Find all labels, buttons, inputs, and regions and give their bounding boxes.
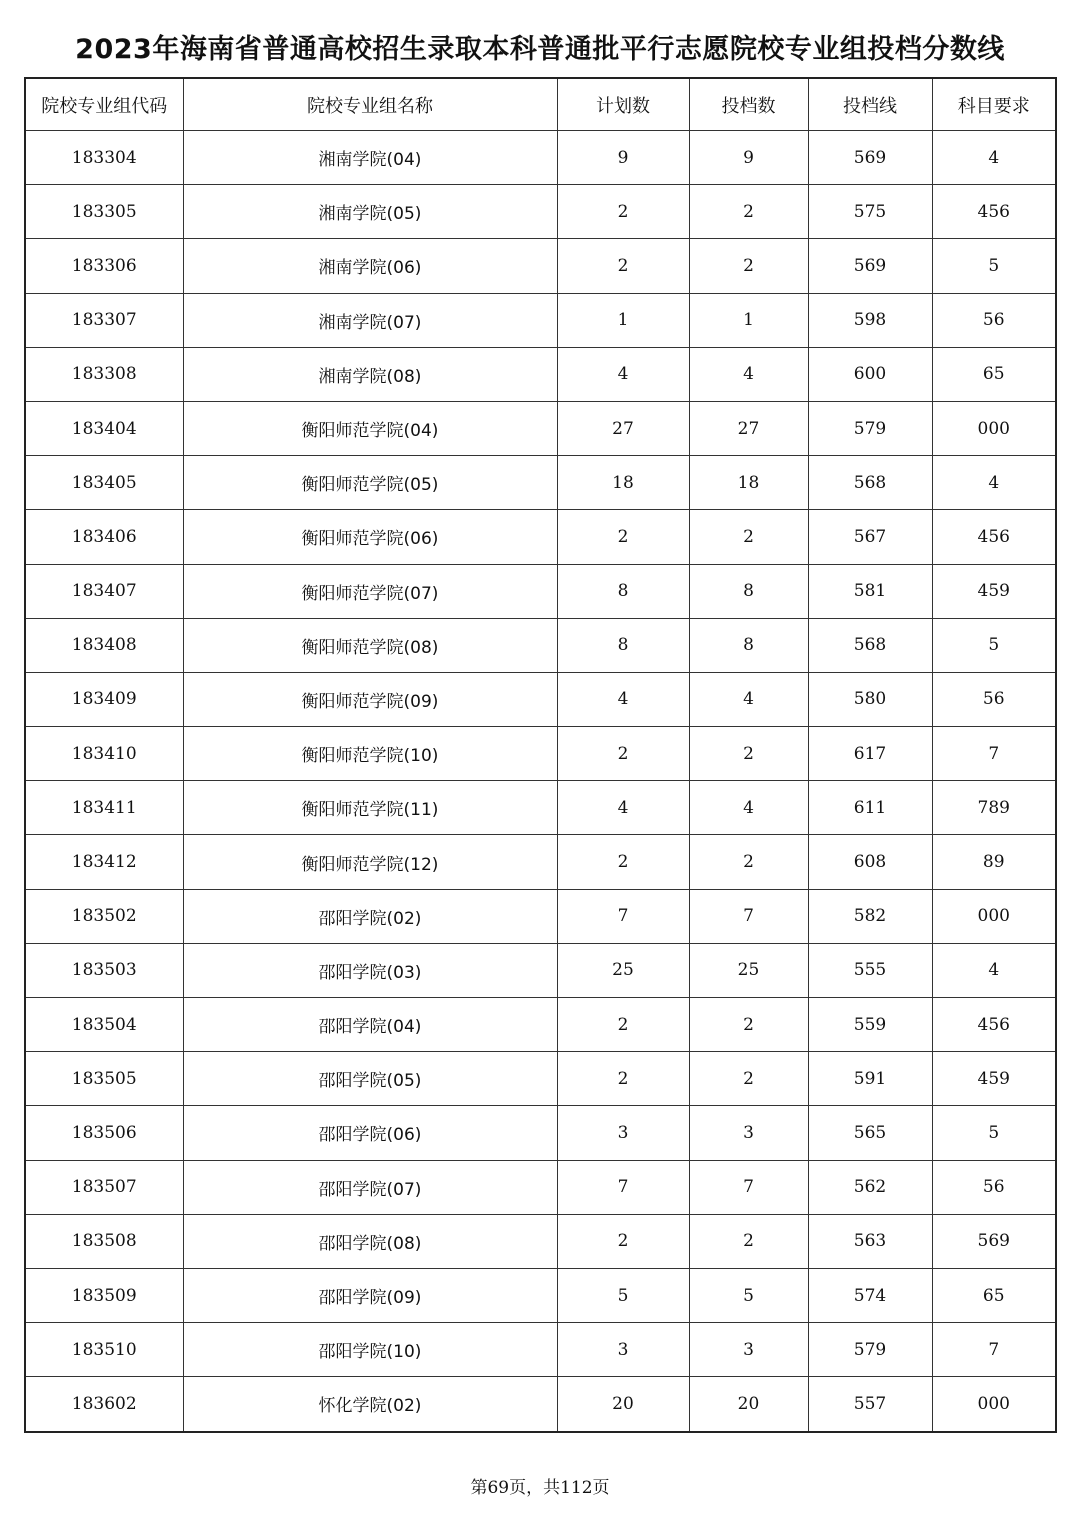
- table-row: [25, 1323, 1056, 1377]
- table-row: [25, 401, 1056, 455]
- table-row: [25, 293, 1056, 347]
- table-row: [25, 456, 1056, 510]
- cell-filed: 4: [689, 781, 808, 835]
- cell-name: 邵阳学院(06): [183, 1106, 557, 1160]
- cell-subjects: 456: [932, 998, 1056, 1052]
- cell-name: 衡阳师范学院(04): [183, 401, 557, 455]
- cell-filed: 7: [689, 889, 808, 943]
- cell-code: 183502: [25, 889, 183, 943]
- table-row: [25, 1214, 1056, 1268]
- cell-subjects: 89: [932, 835, 1056, 889]
- cell-score: 563: [808, 1214, 932, 1268]
- cell-subjects: 459: [932, 564, 1056, 618]
- cell-name: 邵阳学院(05): [183, 1052, 557, 1106]
- header-filed: 投档数: [689, 78, 808, 131]
- cell-code: 183404: [25, 401, 183, 455]
- cell-plan: 8: [557, 618, 689, 672]
- cell-score: 569: [808, 239, 932, 293]
- cell-plan: 2: [557, 185, 689, 239]
- cell-plan: 2: [557, 239, 689, 293]
- cell-subjects: 4: [932, 943, 1056, 997]
- cell-subjects: 65: [932, 347, 1056, 401]
- table-row: [25, 239, 1056, 293]
- header-code: 院校专业组代码: [25, 78, 183, 131]
- cell-filed: 2: [689, 1214, 808, 1268]
- cell-subjects: 459: [932, 1052, 1056, 1106]
- cell-score: 562: [808, 1160, 932, 1214]
- cell-name: 衡阳师范学院(05): [183, 456, 557, 510]
- cell-code: 183509: [25, 1268, 183, 1322]
- table-row: [25, 998, 1056, 1052]
- cell-subjects: 456: [932, 510, 1056, 564]
- cell-score: 559: [808, 998, 932, 1052]
- cell-score: 591: [808, 1052, 932, 1106]
- cell-code: 183507: [25, 1160, 183, 1214]
- cell-subjects: 7: [932, 727, 1056, 781]
- cell-filed: 1: [689, 293, 808, 347]
- cell-code: 183504: [25, 998, 183, 1052]
- table-row: [25, 943, 1056, 997]
- cell-score: 600: [808, 347, 932, 401]
- cell-name: 湘南学院(05): [183, 185, 557, 239]
- cell-name: 邵阳学院(03): [183, 943, 557, 997]
- header-plan: 计划数: [557, 78, 689, 131]
- cell-score: 575: [808, 185, 932, 239]
- cell-filed: 8: [689, 564, 808, 618]
- cell-code: 183602: [25, 1377, 183, 1432]
- cell-code: 183405: [25, 456, 183, 510]
- cell-code: 183505: [25, 1052, 183, 1106]
- cell-filed: 3: [689, 1323, 808, 1377]
- table-row: [25, 564, 1056, 618]
- cell-score: 582: [808, 889, 932, 943]
- cell-plan: 9: [557, 131, 689, 185]
- cell-filed: 2: [689, 835, 808, 889]
- table-row: [25, 727, 1056, 781]
- cell-score: 569: [808, 131, 932, 185]
- cell-plan: 18: [557, 456, 689, 510]
- cell-plan: 2: [557, 998, 689, 1052]
- cell-code: 183308: [25, 347, 183, 401]
- cell-name: 衡阳师范学院(07): [183, 564, 557, 618]
- cell-score: 579: [808, 401, 932, 455]
- cell-score: 568: [808, 456, 932, 510]
- table-row: [25, 131, 1056, 185]
- cell-plan: 8: [557, 564, 689, 618]
- cell-name: 衡阳师范学院(06): [183, 510, 557, 564]
- cell-name: 衡阳师范学院(09): [183, 672, 557, 726]
- cell-filed: 4: [689, 672, 808, 726]
- cell-subjects: 000: [932, 889, 1056, 943]
- table-row: [25, 1106, 1056, 1160]
- table-row: [25, 618, 1056, 672]
- table-row: [25, 1160, 1056, 1214]
- cell-plan: 3: [557, 1323, 689, 1377]
- cell-subjects: 5: [932, 618, 1056, 672]
- cell-plan: 2: [557, 510, 689, 564]
- table-header-row: [25, 78, 1056, 131]
- cell-plan: 7: [557, 1160, 689, 1214]
- cell-filed: 2: [689, 727, 808, 781]
- cell-code: 183306: [25, 239, 183, 293]
- cell-plan: 27: [557, 401, 689, 455]
- cell-code: 183410: [25, 727, 183, 781]
- cell-code: 183406: [25, 510, 183, 564]
- table-row: [25, 835, 1056, 889]
- cell-code: 183508: [25, 1214, 183, 1268]
- cell-score: 617: [808, 727, 932, 781]
- cell-name: 湘南学院(07): [183, 293, 557, 347]
- cell-name: 邵阳学院(07): [183, 1160, 557, 1214]
- cell-filed: 8: [689, 618, 808, 672]
- cell-score: 581: [808, 564, 932, 618]
- cell-score: 565: [808, 1106, 932, 1160]
- cell-name: 怀化学院(02): [183, 1377, 557, 1432]
- header-subjects: 科目要求: [932, 78, 1056, 131]
- cell-score: 557: [808, 1377, 932, 1432]
- cell-name: 邵阳学院(09): [183, 1268, 557, 1322]
- cell-code: 183408: [25, 618, 183, 672]
- cell-plan: 2: [557, 1052, 689, 1106]
- cell-score: 611: [808, 781, 932, 835]
- table-row: [25, 672, 1056, 726]
- cell-subjects: 456: [932, 185, 1056, 239]
- cell-score: 608: [808, 835, 932, 889]
- cell-plan: 7: [557, 889, 689, 943]
- cell-subjects: 7: [932, 1323, 1056, 1377]
- cell-score: 579: [808, 1323, 932, 1377]
- cell-subjects: 569: [932, 1214, 1056, 1268]
- cell-name: 邵阳学院(02): [183, 889, 557, 943]
- cell-filed: 18: [689, 456, 808, 510]
- page-footer: 第69页，共112页: [470, 1478, 610, 1498]
- cell-filed: 20: [689, 1377, 808, 1432]
- cell-subjects: 65: [932, 1268, 1056, 1322]
- cell-filed: 2: [689, 185, 808, 239]
- cell-code: 183411: [25, 781, 183, 835]
- table-row: [25, 1377, 1056, 1432]
- cell-plan: 4: [557, 781, 689, 835]
- header-score: 投档线: [808, 78, 932, 131]
- admission-score-table: [24, 77, 1057, 1433]
- cell-code: 183412: [25, 835, 183, 889]
- cell-subjects: 5: [932, 239, 1056, 293]
- cell-filed: 25: [689, 943, 808, 997]
- cell-plan: 4: [557, 672, 689, 726]
- cell-subjects: 56: [932, 672, 1056, 726]
- cell-name: 邵阳学院(10): [183, 1323, 557, 1377]
- cell-code: 183503: [25, 943, 183, 997]
- cell-code: 183510: [25, 1323, 183, 1377]
- cell-filed: 2: [689, 510, 808, 564]
- cell-filed: 5: [689, 1268, 808, 1322]
- cell-code: 183409: [25, 672, 183, 726]
- cell-subjects: 5: [932, 1106, 1056, 1160]
- cell-filed: 2: [689, 239, 808, 293]
- cell-filed: 2: [689, 998, 808, 1052]
- header-name: 院校专业组名称: [183, 78, 557, 131]
- table-row: [25, 1052, 1056, 1106]
- cell-filed: 27: [689, 401, 808, 455]
- cell-name: 衡阳师范学院(08): [183, 618, 557, 672]
- cell-code: 183407: [25, 564, 183, 618]
- table-row: [25, 510, 1056, 564]
- cell-subjects: 4: [932, 456, 1056, 510]
- cell-name: 湘南学院(08): [183, 347, 557, 401]
- cell-filed: 2: [689, 1052, 808, 1106]
- cell-subjects: 56: [932, 293, 1056, 347]
- cell-score: 567: [808, 510, 932, 564]
- cell-name: 湘南学院(06): [183, 239, 557, 293]
- cell-name: 衡阳师范学院(11): [183, 781, 557, 835]
- cell-subjects: 000: [932, 401, 1056, 455]
- table-row: [25, 781, 1056, 835]
- cell-plan: 1: [557, 293, 689, 347]
- cell-subjects: 000: [932, 1377, 1056, 1432]
- cell-plan: 3: [557, 1106, 689, 1160]
- cell-score: 598: [808, 293, 932, 347]
- cell-name: 衡阳师范学院(12): [183, 835, 557, 889]
- cell-subjects: 56: [932, 1160, 1056, 1214]
- cell-subjects: 4: [932, 131, 1056, 185]
- table-row: [25, 185, 1056, 239]
- cell-code: 183307: [25, 293, 183, 347]
- cell-name: 邵阳学院(04): [183, 998, 557, 1052]
- cell-score: 580: [808, 672, 932, 726]
- cell-code: 183305: [25, 185, 183, 239]
- table-row: [25, 889, 1056, 943]
- cell-plan: 2: [557, 1214, 689, 1268]
- cell-plan: 2: [557, 727, 689, 781]
- cell-plan: 2: [557, 835, 689, 889]
- cell-score: 568: [808, 618, 932, 672]
- cell-filed: 3: [689, 1106, 808, 1160]
- cell-filed: 7: [689, 1160, 808, 1214]
- table-body: [25, 131, 1056, 1432]
- table-row: [25, 1268, 1056, 1322]
- cell-code: 183506: [25, 1106, 183, 1160]
- cell-plan: 5: [557, 1268, 689, 1322]
- cell-plan: 4: [557, 347, 689, 401]
- cell-filed: 4: [689, 347, 808, 401]
- cell-subjects: 789: [932, 781, 1056, 835]
- page-title: 2023年海南省普通高校招生录取本科普通批平行志愿院校专业组投档分数线: [75, 34, 1005, 65]
- cell-score: 574: [808, 1268, 932, 1322]
- cell-name: 湘南学院(04): [183, 131, 557, 185]
- cell-plan: 25: [557, 943, 689, 997]
- table-row: [25, 347, 1056, 401]
- cell-code: 183304: [25, 131, 183, 185]
- cell-name: 衡阳师范学院(10): [183, 727, 557, 781]
- cell-name: 邵阳学院(08): [183, 1214, 557, 1268]
- cell-filed: 9: [689, 131, 808, 185]
- cell-score: 555: [808, 943, 932, 997]
- cell-plan: 20: [557, 1377, 689, 1432]
